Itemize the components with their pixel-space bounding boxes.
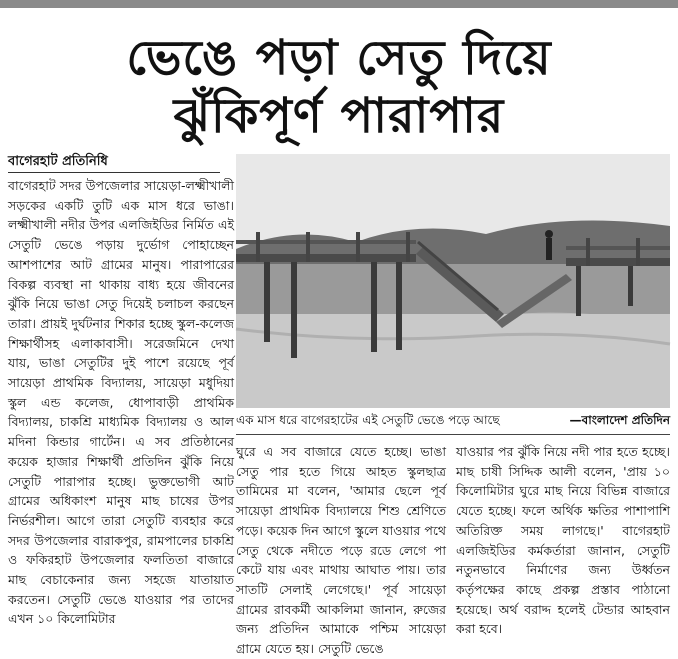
photo-caption [236, 412, 670, 432]
page-top-border [0, 0, 678, 8]
article-column-3: যাওয়ার পর ঝুঁকি নিয়ে নদী পার হতে হচ্ছে। মাছ চাষী সিদ্দিক আলী বলেন, 'প্রায় ১০ কিলোমিটার ঘুরে মাছ নিয়ে বিভিন্ন বাজারে যেতে হচ্ছে। ফলে অর্থিক ক্ষতির পাশাপাশি অতিরিক্ত সময় লাগছে।' বাগেরহাট এলজিইডির কর্মকর্তারা জানান, সেতুটি নতুনভাবে নির্মাণের জন্য উর্ধ্বতন কর্তৃপক্ষের কাছে প্রকল্প প্রস্তাব পাঠানো হয়েছে। অর্থ বরাদ্দ হলেই টেন্ডার আহবান করা হবে। [456, 444, 670, 637]
photo-caption-text: এক মাস ধরে বাগেরহাটের এই সেতুটি ভেঙে পড়ে আছে [236, 413, 500, 427]
byline-divider [8, 172, 220, 173]
headline-line-2: ঝুঁকিপূর্ণ পারাপার [173, 88, 505, 144]
photo-credit: —বাংলাদেশ প্রতিদিন [569, 413, 670, 427]
byline: বাগেরহাট প্রতিনিধি [8, 154, 108, 169]
article-column-2: ঘুরে এ সব বাজারে যেতে হচ্ছে। ভাঙা সেতু পার হতে গিয়ে আহত স্কুলছাত্র তামিমের মা বলেন, 'আমার ছেলে পূর্ব সায়েড়া প্রাথমিক বিদ্যালয়ে শিশু শ্রেণিতে পড়ে। কয়েক দিন আগে স্কুলে যাওয়ার পথে সেতু থেকে নদীতে পড়ে রডে লেগে পা কেটে যায় এবং মাথায় আঘাত পায়। তার সাতটি সেলাই লেগেছে।' পূর্ব সায়েড়া গ্রামের রাবকর্মী আকলিমা জানান, রুজের জন্য প্রতিদিন আমাকে পশ্চিম সায়েড়া গ্রামে যেতে হয়। সেতুটি ভেঙে [236, 444, 446, 657]
headline-line-1: ভেঙে পড়া সেতু দিয়ে [126, 30, 552, 86]
news-photo-broken-bridge [236, 154, 670, 408]
caption-divider [236, 434, 670, 435]
broken-bridge-illustration [236, 154, 670, 408]
article-column-1: বাগেরহাট সদর উপজেলার সায়েড়া-লক্ষ্মীখালী সড়কের একটি তুটি এক মাস ধরে ভাঙা। লক্ষ্মীখালী নদীর উপর এলজিইডির নির্মিত এই সেতুটি ভেঙে পড়ায় দুর্ভোগ পোহাচ্ছেন আশপাশের আট গ্রামের মানুষ। পারাপারের বিকল্প ব্যবস্থা না থাকায় বাধ্য হয়ে জীবনের ঝুঁকি নিয়ে ভাঙা সেতু দিয়েই চলাচল করছেন তারা। প্রায়ই দুর্ঘটনার শিকার হচ্ছে স্কুল-কলেজ শিক্ষার্থীসহ এলাকাবাসী। সরেজমিনে দেখা যায়, ভাঙা সেতুটির দুই পাশে রয়েছে পূর্ব সায়েড়া প্রাথমিক বিদ্যালয়, সায়েড়া মধুদিয়া স্কুল এন্ড কলেজ, ধোপাবাড়ী প্রাথমিক বিদ্যালয়, চাকশ্রি মাধ্যমিক বিদ্যালয় ও আল মদিনা কিন্ডার গার্টেন। এ সব প্রতিষ্ঠানের কয়েক হাজার শিক্ষার্থী প্রতিদিন ঝুঁকি নিয়ে সেতুটি পারাপার হচ্ছে। ভুক্তভোগী আট গ্রামের অধিকাংশ মানুষ মাছ চাষের উপর নির্ভরশীল। আগে তারা সেতুটি ব্যবহার করে সদর উপজেলার বারাকপুর, রামপালের চাকশ্রি ও ফকিরহাট উপজেলার ফলতিতা বাজারে মাছ বেচাকেনার জন্য সহজে যাতায়াত করতেন। সেতুটি ভেঙে যাওয়ার পর তাদের এখন ১০ কিলোমিটার [8, 178, 234, 627]
